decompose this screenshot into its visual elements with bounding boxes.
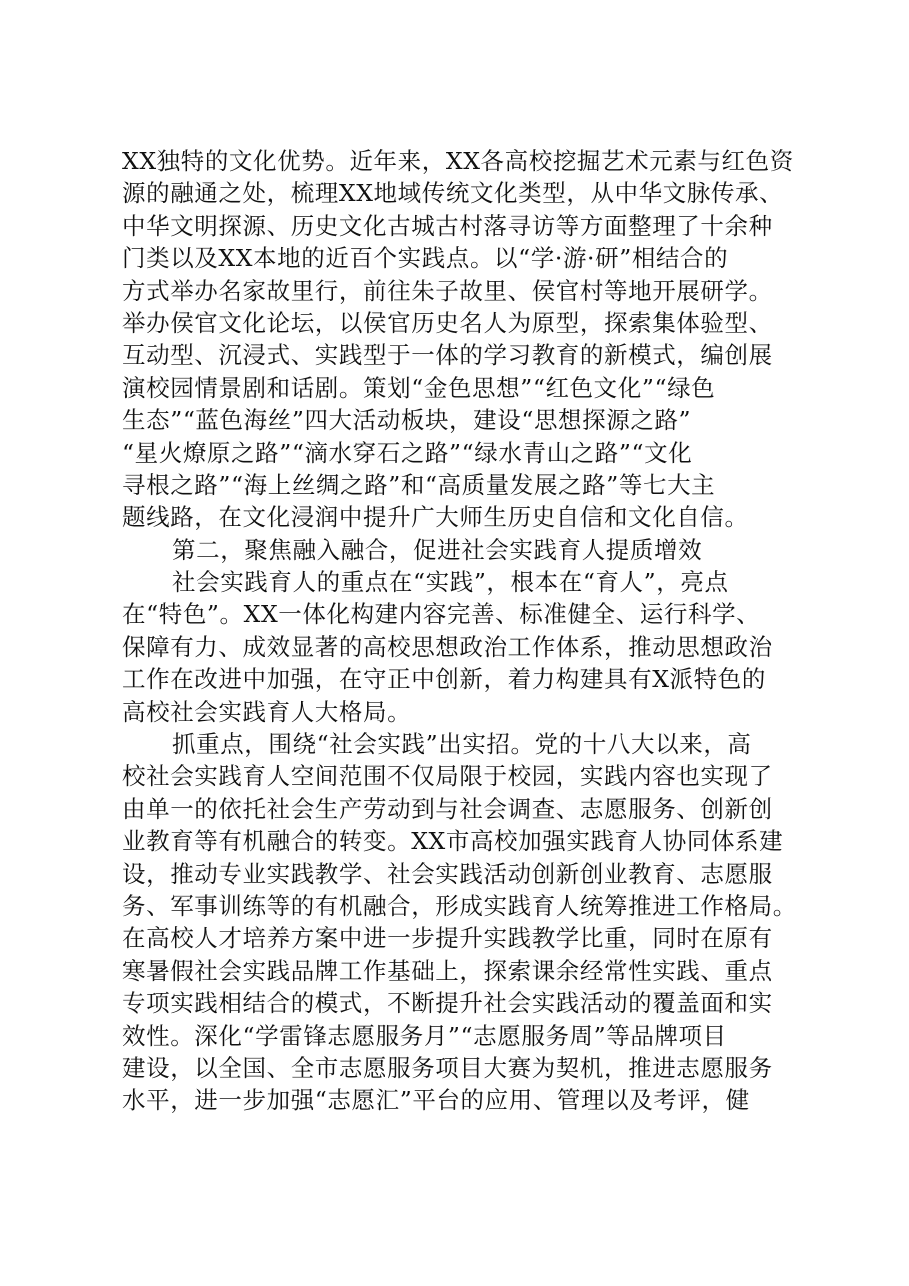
document-body — [122, 145, 800, 1117]
text-line: 高校社会实践育人大格局。 — [122, 697, 412, 726]
text-line: 演校园情景剧和话剧。策划“金色思想”“红色文化”“绿色 — [122, 373, 716, 402]
text-line: 设，推动专业实践教学、社会实践活动创新创业教育、志愿服 — [122, 859, 773, 888]
text-line: 中华文明探源、历史文化古城古村落寻访等方面整理了十余种 — [122, 211, 773, 240]
text-line: 校社会实践育人空间范围不仅局限于校园，实践内容也实现了 — [122, 762, 773, 791]
text-line: 水平，进一步加强“志愿汇”平台的应用、管理以及考评，健 — [122, 1086, 750, 1115]
section-heading: 第二，聚焦融入融合，促进社会实践育人提质增效 — [172, 535, 703, 564]
text-line: 方式举办名家故里行，前往朱子故里、侯官村等地开展研学。 — [122, 276, 773, 305]
text-line: 在高校人才培养方案中进一步提升实践教学比重，同时在原有 — [122, 924, 773, 953]
text-line: 互动型、沉浸式、实践型于一体的学习教育的新模式，编创展 — [122, 341, 773, 370]
text-line: 源的融通之处，梳理XX地域传统文化类型，从中华文脉传承、 — [122, 179, 784, 208]
text-line: 建设，以全国、全市志愿服务项目大赛为契机，推进志愿服务 — [122, 1053, 773, 1082]
text-line: 社会实践育人的重点在“实践”，根本在“育人”，亮点 — [172, 568, 729, 597]
text-line: 保障有力、成效显著的高校思想政治工作体系，推动思想政治 — [122, 632, 773, 661]
text-line: 举办侯官文化论坛，以侯官历史名人为原型，探索集体验型、 — [122, 308, 773, 337]
text-line: 由单一的依托社会生产劳动到与社会调查、志愿服务、创新创 — [122, 794, 773, 823]
text-line: 生态”“蓝色海丝”四大活动板块，建设“思想探源之路” — [122, 406, 692, 435]
text-line: 寻根之路”“海上丝绸之路”和“高质量发展之路”等七大主 — [122, 470, 716, 499]
text-line: XX独特的文化优势。近年来，XX各高校挖掘艺术元素与红色资 — [122, 147, 794, 175]
text-line: 务、军事训练等的有机融合，形成实践育人统筹推进工作格局。 — [122, 891, 797, 920]
text-line: 专项实践相结合的模式，不断提升社会实践活动的覆盖面和实 — [122, 989, 773, 1018]
text-line: 工作在改进中加强，在守正中创新，着力构建具有X派特色的 — [122, 665, 766, 694]
text-line: 抓重点，围绕“社会实践”出实招。党的十八大以来，高 — [172, 730, 752, 759]
text-line: 门类以及XX本地的近百个实践点。以“学·游·研”相结合的 — [122, 244, 729, 273]
text-line: 业教育等有机融合的转变。XX市高校加强实践育人协同体系建 — [122, 827, 784, 856]
text-line: 在“特色”。XX一体化构建内容完善、标准健全、运行科学、 — [122, 600, 761, 629]
text-line: 效性。深化“学雷锋志愿服务月”“志愿服务周”等品牌项目 — [122, 1021, 727, 1050]
text-line: 题线路，在文化浸润中提升广大师生历史自信和文化自信。 — [122, 503, 749, 532]
text-line: “星火燎原之路”“滴水穿石之路”“绿水青山之路”“文化 — [122, 438, 693, 467]
text-line: 寒暑假社会实践品牌工作基础上，探索课余经常性实践、重点 — [122, 956, 773, 985]
